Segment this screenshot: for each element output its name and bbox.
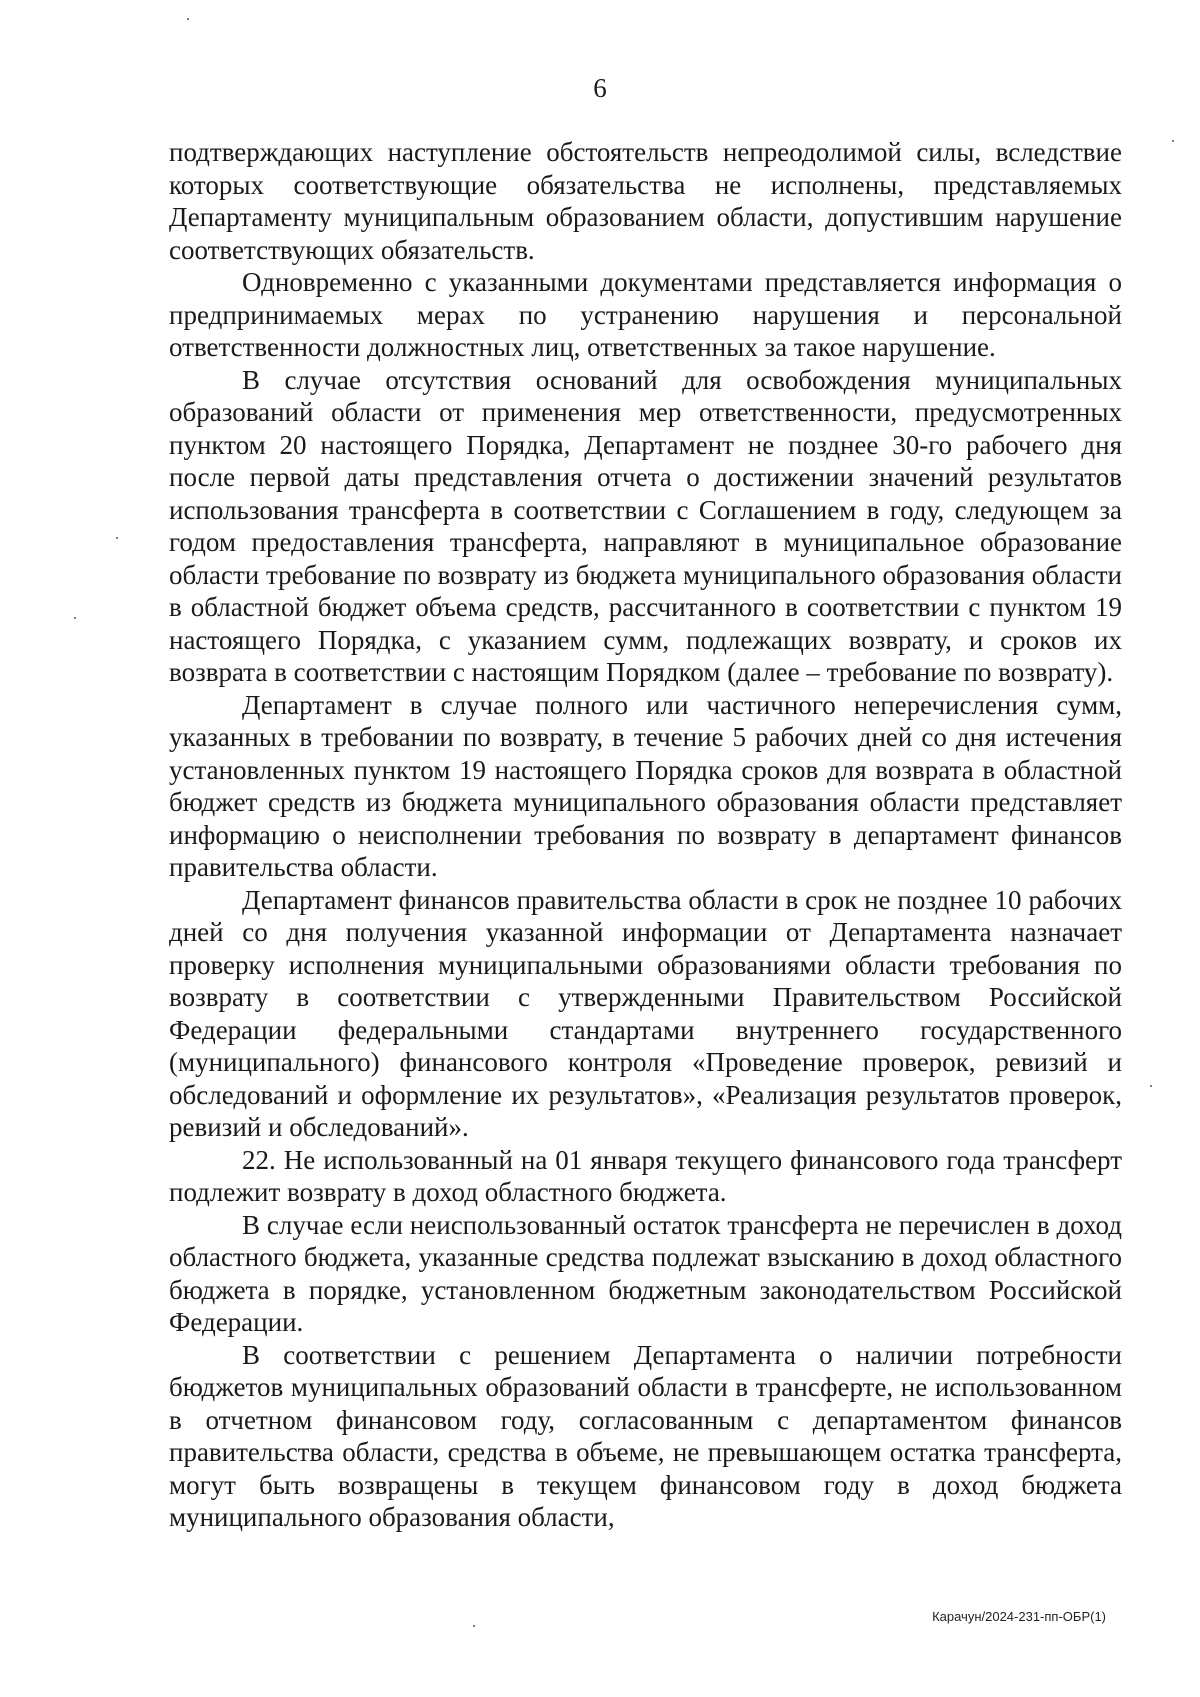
page-number: 6 [593,73,607,103]
scan-speck [116,537,118,539]
document-footer-code: Карачун/2024-231-пп-ОБР(1) [932,1609,1106,1624]
paragraph-4: Департамент в случае полного или частичного неперечисления сумм, указанных в требовании по возврату, в течение 5 рабочих дней со дня истечения установленных пунктом 19 настоящего Порядка сроков для возврата в областной бюджет средств из бюджета муниципального образования области представляет информацию о неисполнении требования по возврату в департамент финансов правительства области. [169,689,1122,882]
paragraph-7: В случае если неиспользованный остаток трансферта не перечислен в доход областного бюджета, указанные средства подлежат взысканию в доход областного бюджета в порядке, установленном бюджетным законодательством Российской Федерации. [169,1209,1122,1337]
scan-speck [74,617,76,619]
document-body [169,136,1122,1534]
paragraph-2: Одновременно с указанными документами представляется информация о предпринимаемых мерах по устранению нарушения и персональной ответственности должностных лиц, ответственных за такое нарушение. [169,267,1122,362]
paragraph-5: Департамент финансов правительства области в срок не позднее 10 рабочих дней со дня получения указанной информации от Департамента назначает проверку исполнения муниципальными образованиями области требования по возврату в соответствии с утвержденными Правительством Российской Федерации федеральными стандартами внутреннего государственного (муниципального) финансового контроля «Проведение проверок, ревизий и обследований и оформление их результатов», «Реализация результатов проверок, ревизий и обследований». [169,884,1122,1142]
paragraph-8: В соответствии с решением Департамента о наличии потребности бюджетов муниципальных образований области в трансферте, не использованном в отчетном финансовом году, согласованным с департаментом финансов правительства области, средства в объеме, не превышающем остатка трансферта, могут быть возвращены в текущем финансовом году в доход бюджета муниципального образования области, [169,1339,1122,1532]
paragraph-6-clause-22: 22. Не использованный на 01 января текущего финансового года трансферт подлежит возврату в доход областного бюджета. [169,1144,1122,1207]
scan-speck [473,1625,475,1627]
scan-speck [1150,1085,1152,1087]
scan-speck [1172,140,1174,142]
paragraph-3: В случае отсутствия оснований для освобождения муниципальных образований области от применения мер ответственности, предусмотренных пунктом 20 настоящего Порядка, Департамент не позднее 30-го рабочего дня после первой даты представления отчета о достижении значений результатов использования трансферта в соответствии с Соглашением в году, следующем за годом предоставления трансферта, направляют в муниципальное образование области требование по возврату из бюджета муниципального образования области в областной бюджет объема средств, рассчитанного в соответствии с пунктом 19 настоящего Порядка, с указанием сумм, подлежащих возврату, и сроков их возврата в соответствии с настоящим Порядком (далее – требование по возврату). [169,364,1122,687]
scan-speck [187,18,189,20]
paragraph-1: подтверждающих наступление обстоятельств непреодолимой силы, вследствие которых соответствующие обязательства не исполнены, представляемых Департаменту муниципальным образованием области, допустившим нарушение соответствующих обязательств. [169,137,1122,265]
